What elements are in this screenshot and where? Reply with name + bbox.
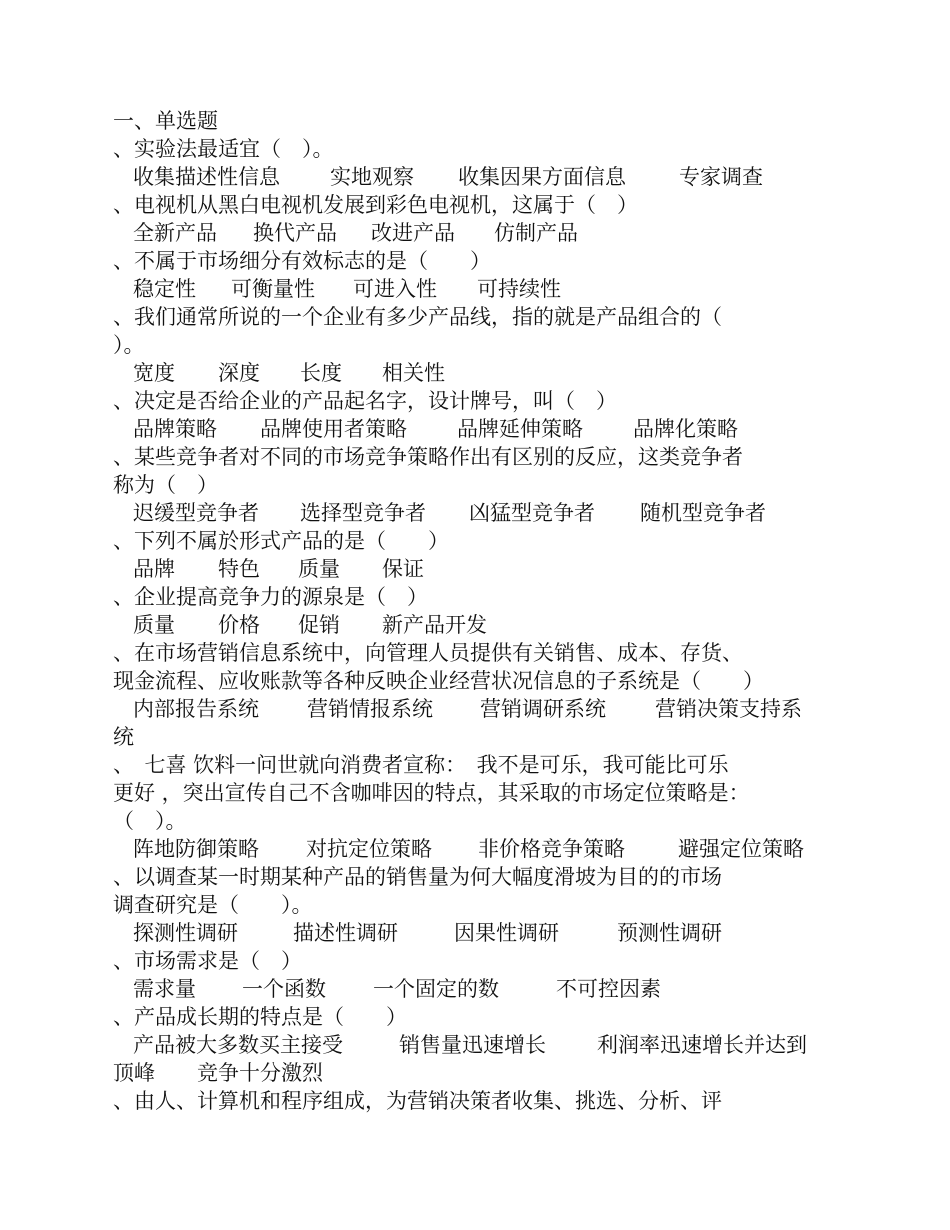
question-stem: 、某些竞争者对不同的市场竞争策略作出有区别的反应，这类竞争者 xyxy=(113,445,743,469)
answer-option: 相关性 xyxy=(382,361,445,385)
answer-option: 仿制产品 xyxy=(494,221,578,245)
question-stem: ）。 xyxy=(113,333,145,357)
answer-option: 宽度 xyxy=(133,361,175,385)
answer-option: 新产品开发 xyxy=(382,613,487,637)
question-stem: 、以调查某一时期某种产品的销售量为何大幅度滑坡为目的的市场 xyxy=(113,865,722,889)
answer-option: 利润率迅速增长并达到 xyxy=(597,1033,807,1057)
answer-option: 竞争十分激烈 xyxy=(197,1061,323,1085)
question-stem: 、企业提高竞争力的源泉是（ ） xyxy=(113,585,428,609)
question-stem: 、 七喜 饮料一问世就向消费者宣称： 我不是可乐，我可能比可乐 xyxy=(113,753,729,777)
answer-option: 一个函数 xyxy=(242,977,326,1001)
answer-option: 一个固定的数 xyxy=(373,977,499,1001)
answer-option: 全新产品 xyxy=(133,221,217,245)
question-stem: （ ）。 xyxy=(113,809,187,833)
question-stem: 更好 ，突出宣传自己不含咖啡因的特点，其采取的市场定位策略是： xyxy=(113,781,750,805)
answer-option: 保证 xyxy=(382,557,424,581)
question-stem: 、电视机从黑白电视机发展到彩色电视机，这属于（ ） xyxy=(113,193,638,217)
answer-option: 深度 xyxy=(218,361,260,385)
answer-option: 迟缓型竞争者 xyxy=(133,501,259,525)
answer-option: 凶猛型竞争者 xyxy=(469,501,595,525)
answer-option: 品牌延伸策略 xyxy=(457,417,583,441)
section-title: 一、单选题 xyxy=(113,109,218,133)
question-stem: 、市场需求是（ ） xyxy=(113,949,302,973)
answer-option: 专家调查 xyxy=(679,165,763,189)
answer-option: 不可控因素 xyxy=(556,977,661,1001)
answer-option: 选择型竞争者 xyxy=(300,501,426,525)
answer-option: 质量 xyxy=(298,557,340,581)
answer-option: 因果性调研 xyxy=(454,921,559,945)
answer-option: 价格 xyxy=(218,613,260,637)
answer-option: 营销调研系统 xyxy=(480,697,606,721)
question-stem: 称为（ ） xyxy=(113,473,218,497)
question-stem: 、由人、计算机和程序组成，为营销决策者收集、挑选、分析、评 xyxy=(113,1089,722,1113)
answer-option-wrap: 统 xyxy=(113,725,134,749)
question-stem: 、我们通常所说的一个企业有多少产品线，指的就是产品组合的（ xyxy=(113,305,722,329)
answer-option: 内部报告系统 xyxy=(133,697,259,721)
answer-option: 特色 xyxy=(218,557,260,581)
question-stem: 调查研究是（ ）。 xyxy=(113,893,313,917)
answer-option: 可进入性 xyxy=(353,277,437,301)
answer-option: 避强定位策略 xyxy=(678,837,804,861)
answer-option: 长度 xyxy=(300,361,342,385)
answer-option: 描述性调研 xyxy=(293,921,398,945)
answer-option: 需求量 xyxy=(133,977,196,1001)
answer-option: 改进产品 xyxy=(371,221,455,245)
question-stem: 、实验法最适宜（ ）。 xyxy=(113,137,334,161)
answer-option: 营销情报系统 xyxy=(307,697,433,721)
question-stem: 、在市场营销信息系统中，向管理人员提供有关销售、成本、存货、 xyxy=(113,641,743,665)
answer-option: 品牌 xyxy=(133,557,175,581)
answer-option: 实地观察 xyxy=(330,165,414,189)
answer-option-wrap: 顶峰 xyxy=(113,1061,155,1085)
answer-option: 换代产品 xyxy=(253,221,337,245)
question-stem: 现金流程、应收账款等各种反映企业经营状况信息的子系统是（ ） xyxy=(113,669,764,693)
question-stem: 、下列不属於形式产品的是（ ） xyxy=(113,529,449,553)
question-stem: 、决定是否给企业的产品起名字，设计牌号，叫（ ） xyxy=(113,389,617,413)
answer-option: 促销 xyxy=(298,613,340,637)
answer-option: 品牌策略 xyxy=(133,417,217,441)
answer-option: 阵地防御策略 xyxy=(133,837,259,861)
answer-option: 收集描述性信息 xyxy=(133,165,280,189)
answer-option: 营销决策支持系 xyxy=(655,697,802,721)
answer-option: 质量 xyxy=(133,613,175,637)
answer-option: 产品被大多数买主接受 xyxy=(133,1033,343,1057)
question-stem: 、不属于市场细分有效标志的是（ ） xyxy=(113,249,491,273)
answer-option: 探测性调研 xyxy=(133,921,238,945)
answer-option: 销售量迅速增长 xyxy=(399,1033,546,1057)
answer-option: 非价格竞争策略 xyxy=(478,837,625,861)
answer-option: 可持续性 xyxy=(477,277,561,301)
answer-option: 可衡量性 xyxy=(231,277,315,301)
answer-option: 品牌化策略 xyxy=(633,417,738,441)
answer-option: 稳定性 xyxy=(133,277,196,301)
question-stem: 、产品成长期的特点是（ ） xyxy=(113,1005,407,1029)
answer-option: 收集因果方面信息 xyxy=(458,165,626,189)
answer-option: 品牌使用者策略 xyxy=(260,417,407,441)
answer-option: 随机型竞争者 xyxy=(640,501,766,525)
answer-option: 对抗定位策略 xyxy=(306,837,432,861)
answer-option: 预测性调研 xyxy=(617,921,722,945)
